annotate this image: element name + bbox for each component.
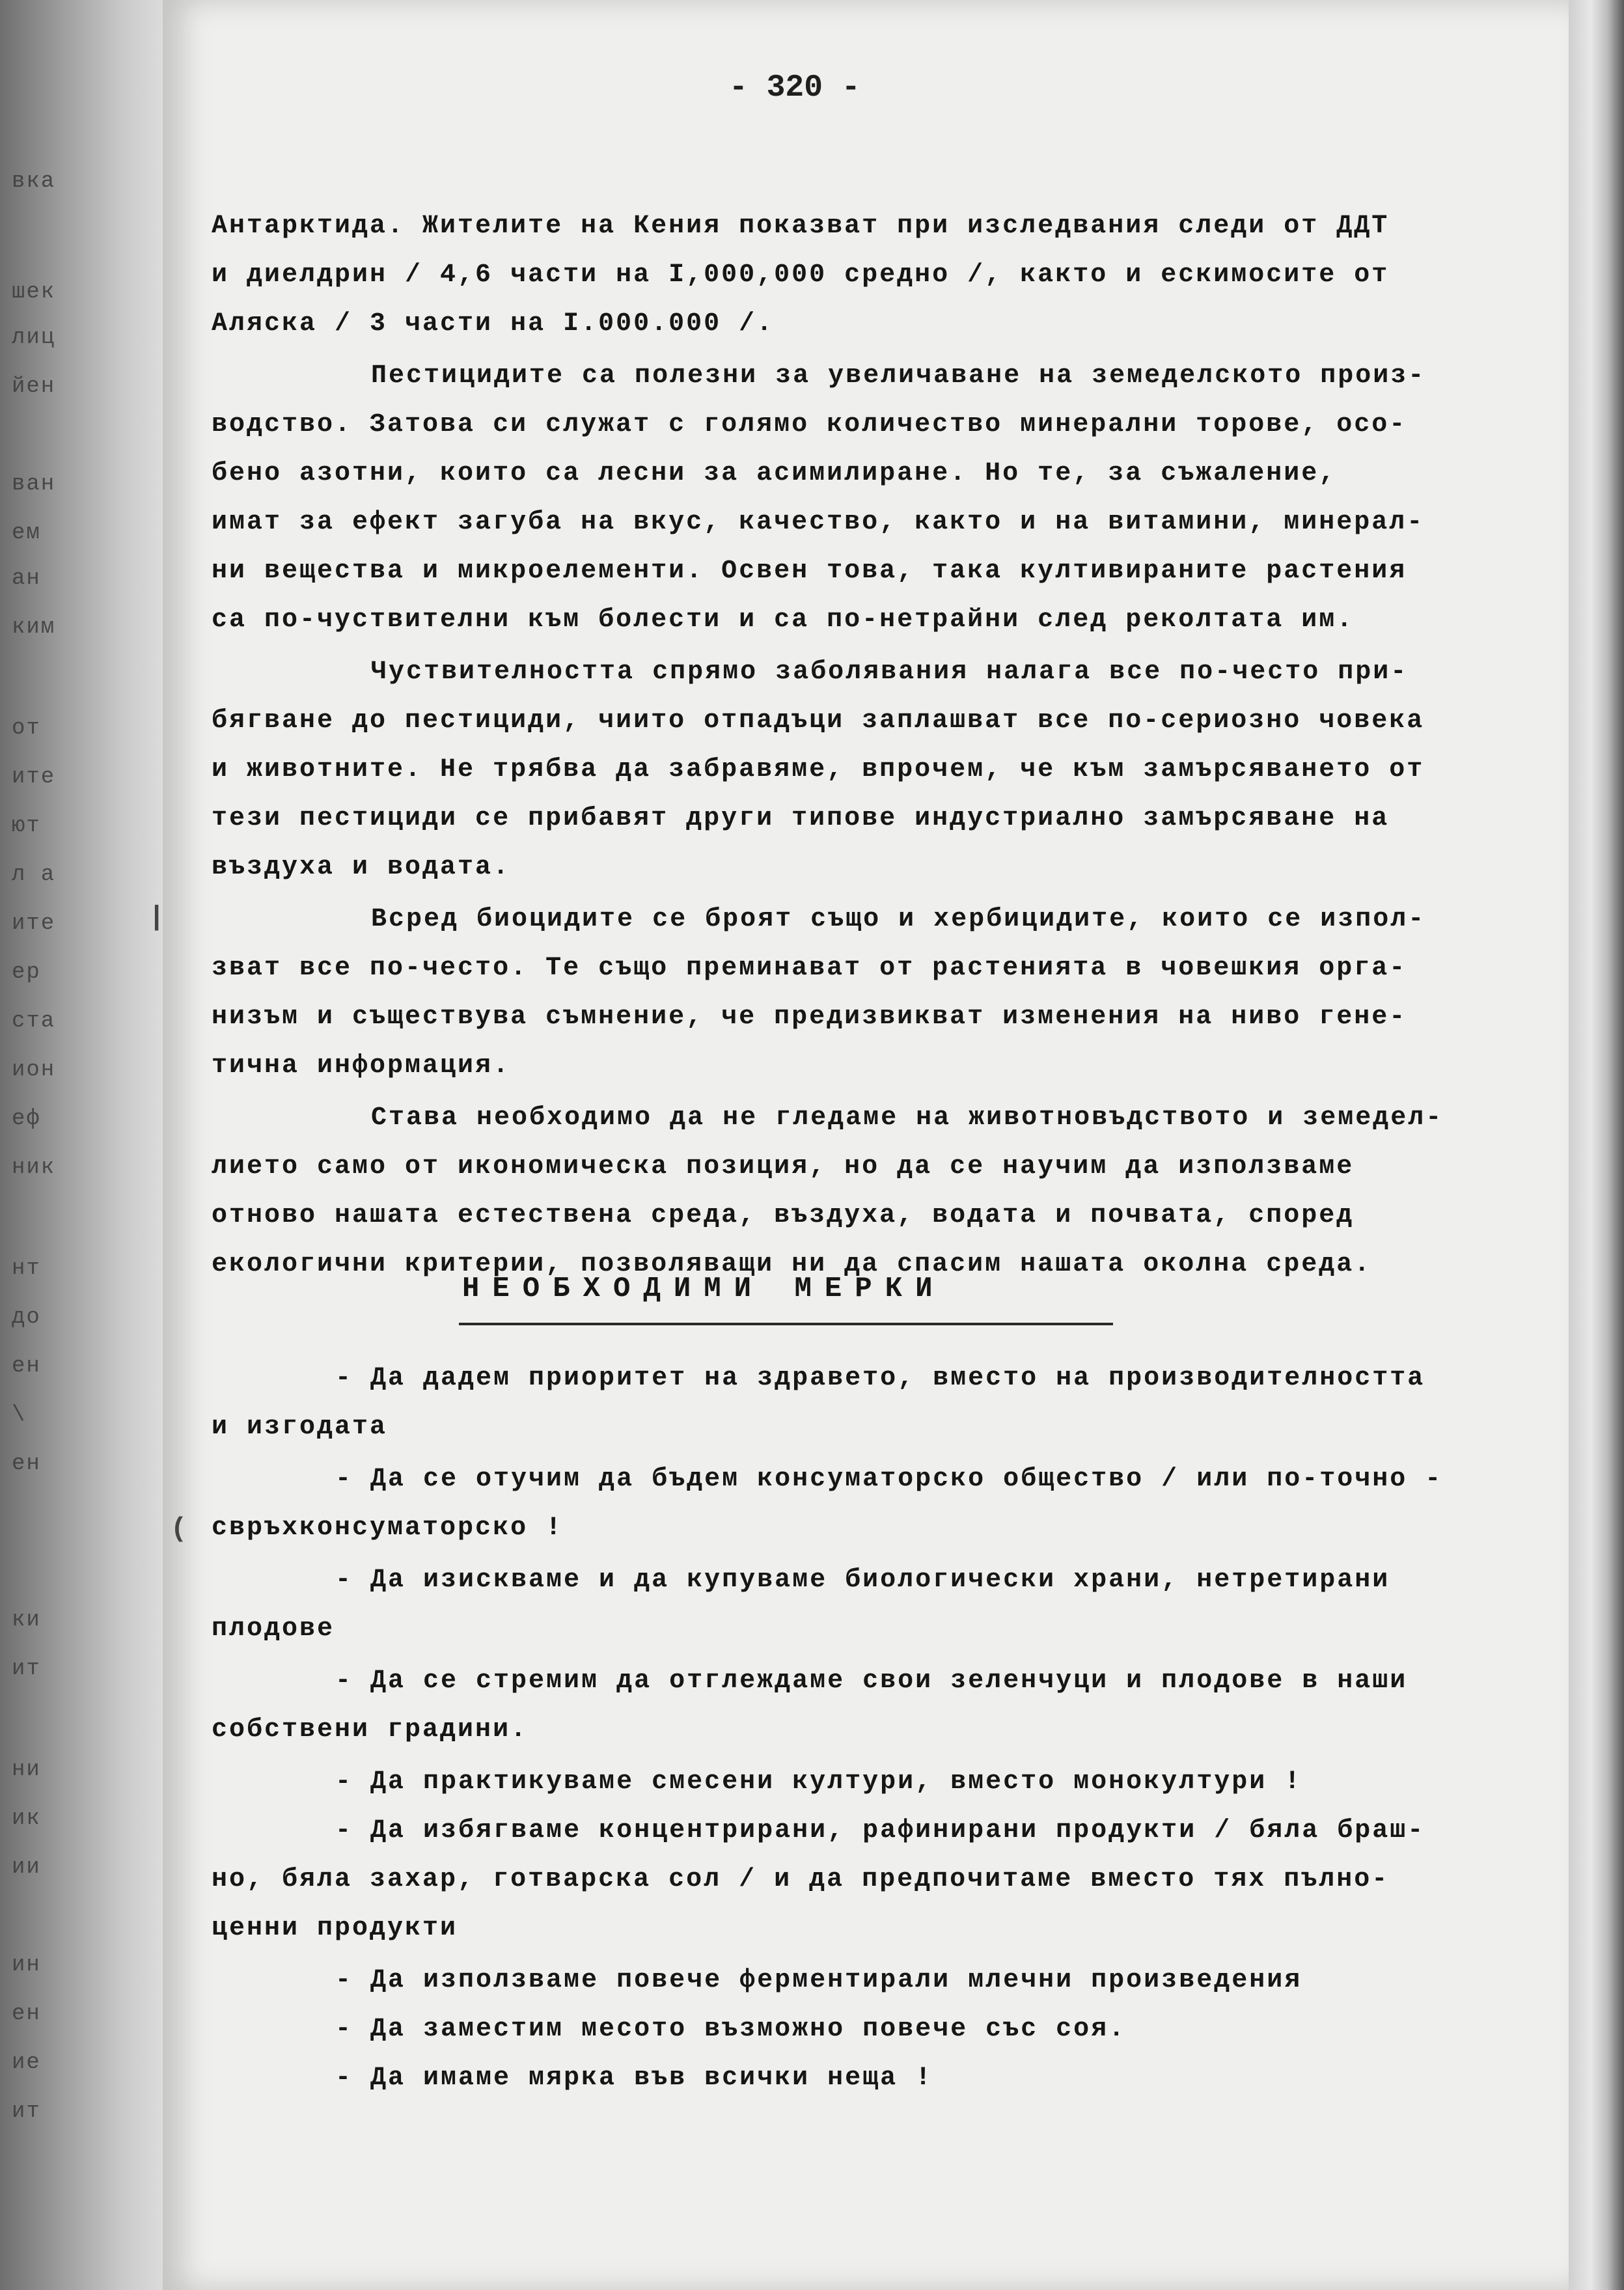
list-item: - Да използваме повече ферментирали млечни произведения bbox=[335, 1966, 1302, 1995]
list-item: - Да избягваме концентрирани, рафинирани продукти / бяла браш- bbox=[335, 1816, 1425, 1845]
margin-fragment: ен bbox=[12, 1452, 41, 1476]
margin-fragment: ем bbox=[12, 521, 41, 545]
margin-fragment: ик bbox=[12, 1806, 41, 1831]
text-line: са по-чуствителни към болести и са по-нетрайни след реколтата им. bbox=[212, 605, 1355, 635]
text-line: Антарктида. Жителите на Кения показват при изследвания следи от ДДТ bbox=[212, 212, 1390, 241]
margin-fragment: ник bbox=[12, 1155, 56, 1180]
list-item-continuation: но, бяла захар, готварска сол / и да предпочитаме вместо тях пълно- bbox=[212, 1865, 1390, 1894]
text-line: низъм и съществува съмнение, че предизвикват изменения на ниво гене- bbox=[212, 1002, 1407, 1032]
right-page-edge bbox=[1569, 0, 1624, 2290]
text-line: Чуствителността спрямо заболявания налага все по-често при- bbox=[371, 657, 1409, 687]
list-item: - Да практикуваме смесени култури, вместо монокултури ! bbox=[335, 1767, 1302, 1797]
margin-fragment: ите bbox=[12, 765, 56, 790]
margin-fragment: ан bbox=[12, 566, 41, 591]
margin-fragment: от bbox=[12, 716, 41, 741]
text-line: водство. Затова си служат с голямо количество минерални торове, осо- bbox=[212, 410, 1407, 439]
list-item-continuation: свръхконсуматорско ! bbox=[212, 1513, 564, 1543]
margin-fragment: ер bbox=[12, 960, 41, 985]
margin-fragment: вка bbox=[12, 169, 56, 194]
binding-mark: | bbox=[148, 902, 165, 933]
list-item: - Да се отучим да бъдем консуматорско общество / или по-точно - bbox=[335, 1465, 1443, 1494]
text-line: Пестицидите са полезни за увеличаване на земеделското произ- bbox=[371, 361, 1426, 391]
text-line: зват все по-често. Те също преминават от растенията в човешкия орга- bbox=[212, 954, 1407, 983]
section-heading: НЕОБХОДИМИ МЕРКИ bbox=[462, 1273, 946, 1305]
margin-fragment: ион bbox=[12, 1058, 56, 1083]
list-item-continuation: ценни продукти bbox=[212, 1914, 458, 1943]
list-item-continuation: плодове bbox=[212, 1614, 335, 1644]
list-item: - Да изискваме и да купуваме биологически храни, нетретирани bbox=[335, 1566, 1390, 1595]
text-line: тична информация. bbox=[212, 1051, 511, 1081]
list-item-continuation: собствени градини. bbox=[212, 1715, 529, 1745]
margin-fragment: ен bbox=[12, 2002, 41, 2026]
list-item: - Да се стремим да отглеждаме свои зеленчуци и плодове в наши bbox=[335, 1666, 1408, 1696]
margin-fragment: ван bbox=[12, 472, 56, 497]
text-line: ни вещества и микроелементи. Освен това, така култивираните растения bbox=[212, 557, 1407, 586]
list-item-continuation: и изгодата bbox=[212, 1413, 388, 1442]
text-line: тези пестициди се прибавят други типове индустриално замърсяване на bbox=[212, 804, 1390, 833]
text-line: бягване до пестициди, чиито отпадъци заплашват все по-сериозно човека bbox=[212, 706, 1425, 736]
margin-fragment: \ bbox=[12, 1403, 27, 1428]
text-line: и животните. Не трябва да забравяме, впрочем, че към замърсяването от bbox=[212, 755, 1425, 784]
text-line: Аляска / 3 части на I.000.000 /. bbox=[212, 309, 775, 338]
list-item: - Да дадем приоритет на здравето, вместо на производителността bbox=[335, 1364, 1425, 1393]
heading-underline bbox=[459, 1323, 1113, 1325]
margin-fragment: ие bbox=[12, 2050, 41, 2075]
text-line: имат за ефект загуба на вкус, качество, както и на витамини, минерал- bbox=[212, 508, 1425, 537]
page-number: - 320 - bbox=[729, 70, 860, 105]
binding-mark: ( bbox=[171, 1513, 187, 1545]
margin-fragment: нт bbox=[12, 1256, 41, 1281]
text-line: въздуха и водата. bbox=[212, 853, 511, 882]
margin-fragment: ни bbox=[12, 1758, 41, 1782]
text-line: и диелдрин / 4,6 части на I,000,000 средно /, както и ескимосите от bbox=[212, 260, 1390, 290]
list-item: - Да заместим месото възможно повече със соя. bbox=[335, 2015, 1127, 2044]
margin-fragment: ста bbox=[12, 1009, 56, 1034]
text-line: лието само от икономическа позиция, но да се научим да използваме bbox=[212, 1152, 1355, 1181]
margin-fragment: лиц bbox=[12, 325, 56, 350]
margin-fragment: еф bbox=[12, 1107, 41, 1131]
margin-fragment: ите bbox=[12, 911, 56, 936]
margin-fragment: ен bbox=[12, 1354, 41, 1379]
list-item: - Да имаме мярка във всички неща ! bbox=[335, 2063, 933, 2093]
text-line: бено азотни, които са лесни за асимилиране. Но те, за съжаление, bbox=[212, 459, 1337, 488]
margin-fragment: ют bbox=[12, 814, 41, 838]
margin-fragment: ин bbox=[12, 1953, 41, 1978]
text-line: отново нашата естествена среда, въздуха, водата и почвата, според bbox=[212, 1201, 1355, 1230]
text-line: Става необходимо да не гледаме на животновъдството и земедел- bbox=[371, 1103, 1444, 1133]
margin-fragment: ким bbox=[12, 615, 56, 640]
left-binding-edge bbox=[0, 0, 163, 2290]
margin-fragment: ии bbox=[12, 1855, 41, 1880]
margin-fragment: л а bbox=[12, 862, 56, 887]
text-line: екологични критерии, позволяващи ни да спасим нашата околна среда. bbox=[212, 1250, 1372, 1279]
margin-fragment: ит bbox=[12, 1657, 41, 1681]
margin-fragment: ит bbox=[12, 2099, 41, 2124]
text-line: Всред биоцидите се броят също и хербицидите, които се изпол- bbox=[371, 905, 1426, 934]
margin-fragment: шек bbox=[12, 280, 56, 305]
margin-fragment: ки bbox=[12, 1608, 41, 1633]
margin-fragment: йен bbox=[12, 374, 56, 399]
margin-fragment: до bbox=[12, 1305, 41, 1330]
